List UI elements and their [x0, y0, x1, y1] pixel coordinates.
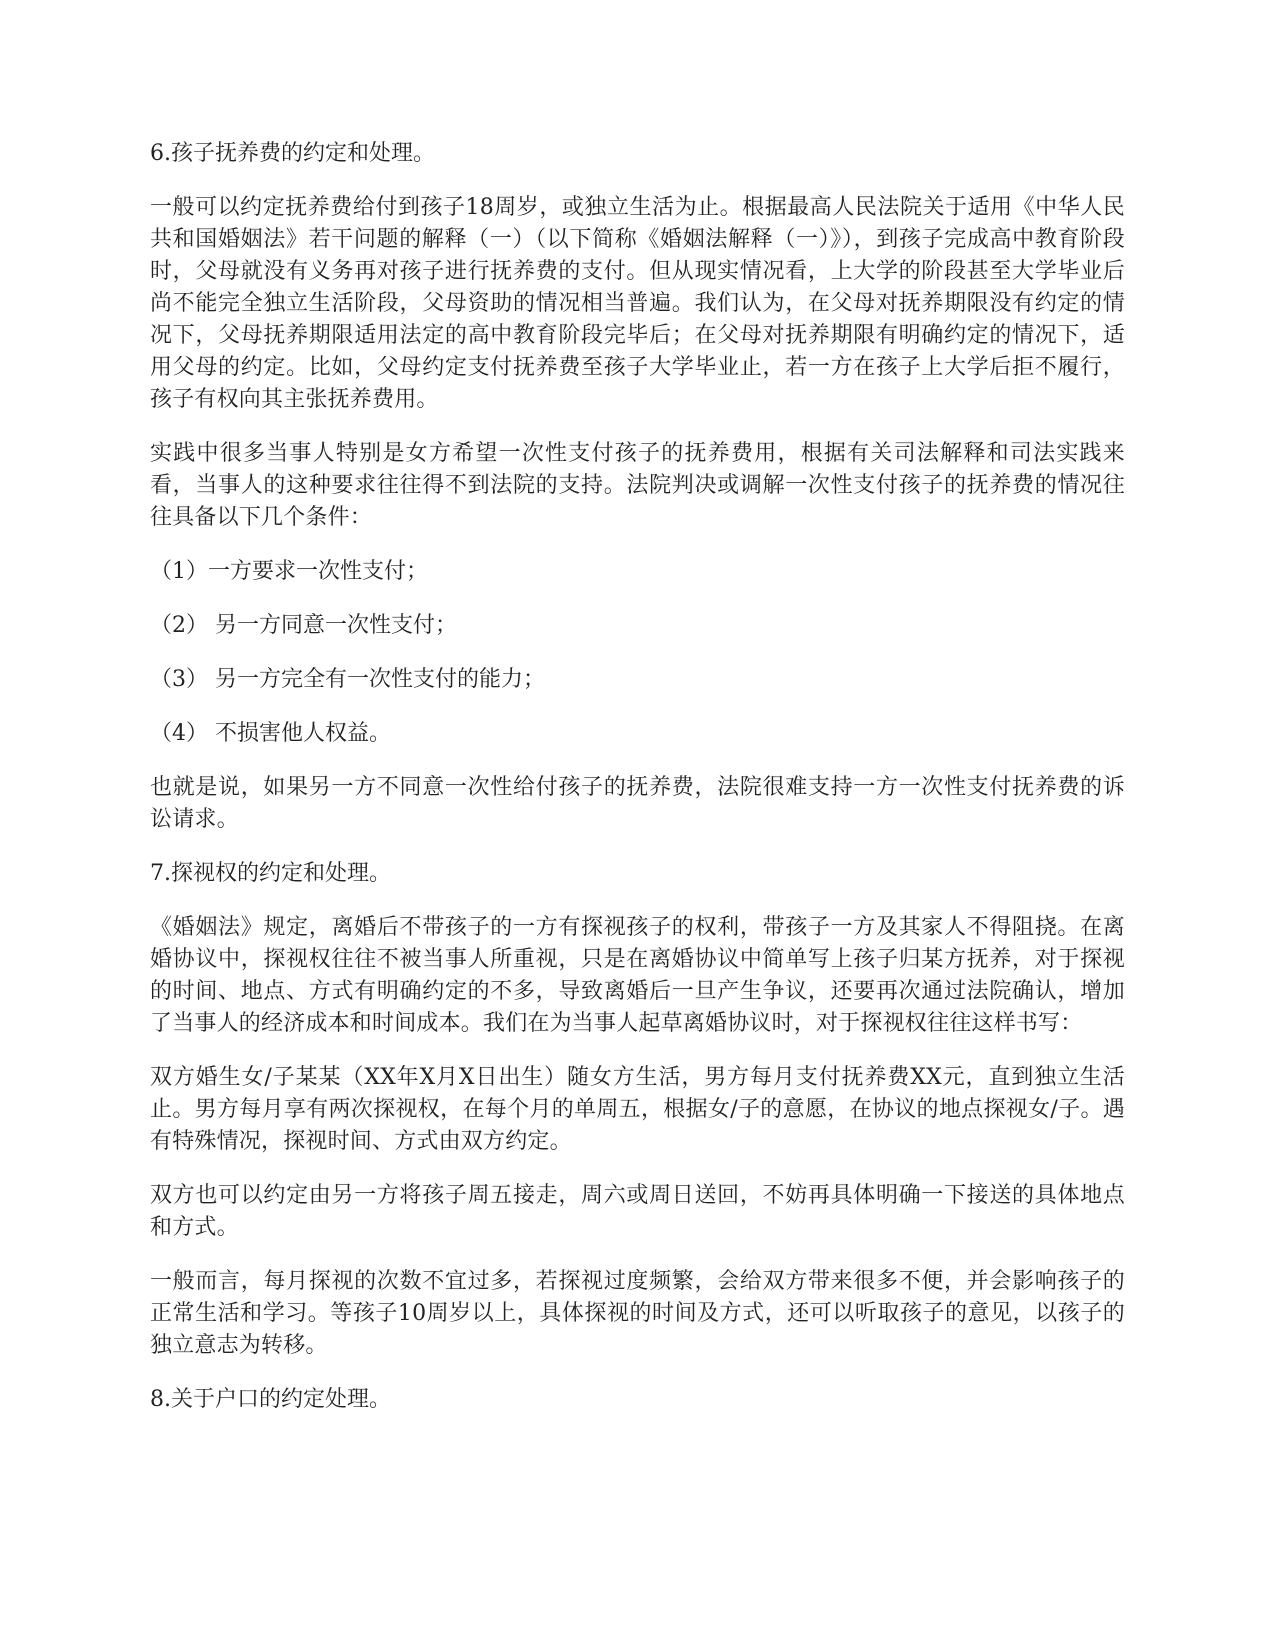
document-page [150, 138, 1125, 1438]
condition-item-1: （1）一方要求一次性支付； [150, 559, 428, 584]
section-heading-7: 7.探视权的约定和处理。 [150, 861, 391, 886]
section-heading-8: 8.关于户口的约定处理。 [150, 1387, 391, 1412]
section-heading-6: 6.孩子抚养费的约定和处理。 [150, 141, 435, 166]
condition-item-3: （3） 另一方完全有一次性支付的能力； [150, 667, 545, 692]
paragraph-visitation-frequency: 一般而言，每月探视的次数不宜过多，若探视过度频繁，会给双方带来很多不便，并会影响孩子的正常生活和学习。等孩子10周岁以上，具体探视的时间及方式，还可以听取孩子的意见，以孩子的独立意志为转移。 [150, 1269, 1125, 1358]
paragraph-lump-sum: 实践中很多当事人特别是女方希望一次性支付孩子的抚养费用，根据有关司法解释和司法实践来看，当事人的这种要求往往得不到法院的支持。法院判决或调解一次性支付孩子的抚养费的情况往往具备以下几个条件： [150, 441, 1125, 530]
paragraph-court-support: 也就是说，如果另一方不同意一次性给付孩子的抚养费，法院很难支持一方一次性支付抚养费的诉讼请求。 [150, 775, 1125, 832]
paragraph-pickup-arrangement: 双方也可以约定由另一方将孩子周五接走，周六或周日送回，不妨再具体明确一下接送的具体地点和方式。 [150, 1183, 1125, 1240]
paragraph-visitation-law: 《婚姻法》规定，离婚后不带孩子的一方有探视孩子的权利，带孩子一方及其家人不得阻挠。在离婚协议中，探视权往往不被当事人所重视，只是在离婚协议中简单写上孩子归某方抚养，对于探视的时间、地点、方式有明确约定的不多，导致离婚后一旦产生争议，还要再次通过法院确认，增加了当事人的经济成本和时间成本。我们在为当事人起草离婚协议时，对于探视权往往这样书写： [150, 915, 1125, 1036]
condition-item-4: （4） 不损害他人权益。 [150, 721, 391, 746]
paragraph-support-duration: 一般可以约定抚养费给付到孩子18周岁，或独立生活为止。根据最高人民法院关于适用《中华人民共和国婚姻法》若干问题的解释（一）（以下简称《婚姻法解释（一）》），到孩子完成高中教育阶段时，父母就没有义务再对孩子进行抚养费的支付。但从现实情况看，上大学的阶段甚至大学毕业后尚不能完全独立生活阶段，父母资助的情况相当普遍。我们认为，在父母对抚养期限没有约定的情况下，父母抚养期限适用法定的高中教育阶段完毕后；在父母对抚养期限有明确约定的情况下，适用父母的约定。比如，父母约定支付抚养费至孩子大学毕业止，若一方在孩子上大学后拒不履行，孩子有权向其主张抚养费用。 [150, 195, 1125, 412]
paragraph-visitation-sample: 双方婚生女/子某某（XX年X月X日出生）随女方生活，男方每月支付抚养费XX元，直到独立生活止。男方每月享有两次探视权，在每个月的单周五，根据女/子的意愿，在协议的地点探视女/子。遇有特殊情况，探视时间、方式由双方约定。 [150, 1065, 1125, 1154]
condition-item-2: （2） 另一方同意一次性支付； [150, 613, 457, 638]
